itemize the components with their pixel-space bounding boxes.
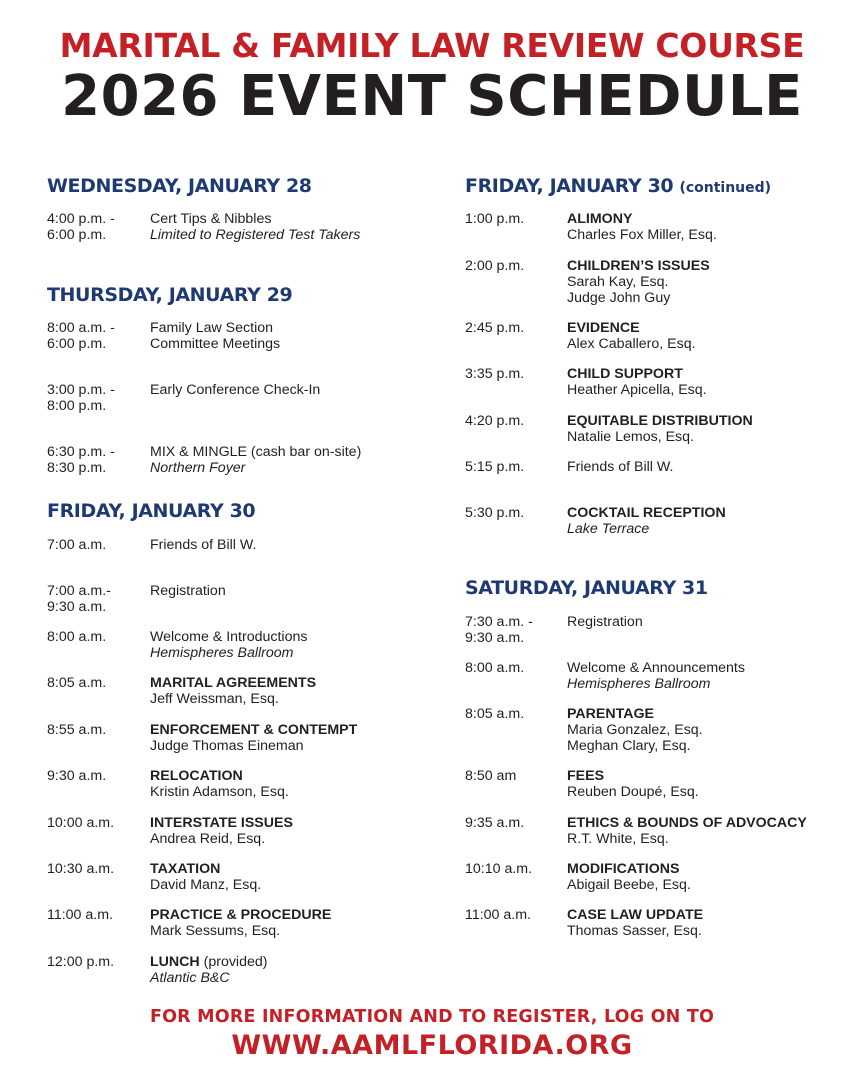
session-title: RELOCATION bbox=[150, 768, 243, 784]
event-time: 11:00 a.m. bbox=[465, 907, 531, 923]
session-title: TAXATION bbox=[150, 861, 221, 877]
day-heading-friday: FRIDAY, JANUARY 30 bbox=[47, 500, 256, 522]
event-time: 8:00 a.m. bbox=[47, 629, 107, 645]
event-time: 2:00 p.m. bbox=[465, 258, 525, 274]
session-title: LUNCH bbox=[150, 954, 200, 970]
session-speaker: Meghan Clary, Esq. bbox=[567, 738, 691, 754]
event-time: 9:35 a.m. bbox=[465, 815, 525, 831]
event-time: 5:30 p.m. bbox=[465, 505, 525, 521]
event-location: Hemispheres Ballroom bbox=[150, 645, 294, 661]
event-time: 8:55 a.m. bbox=[47, 722, 107, 738]
course-title: MARITAL & FAMILY LAW REVIEW COURSE bbox=[59, 26, 805, 65]
session-speaker: Abigail Beebe, Esq. bbox=[567, 877, 691, 893]
event-time: 10:30 a.m. bbox=[47, 861, 115, 877]
event-location: Northern Foyer bbox=[150, 460, 246, 476]
session-title: INTERSTATE ISSUES bbox=[150, 815, 293, 831]
session-title: EQUITABLE DISTRIBUTION bbox=[567, 413, 753, 429]
event-time: 7:00 a.m.- 9:30 a.m. bbox=[47, 583, 111, 615]
session-speaker: Judge Thomas Eineman bbox=[150, 738, 304, 754]
event-time: 6:30 p.m. - 8:30 p.m. bbox=[47, 444, 115, 476]
session-speaker: Andrea Reid, Esq. bbox=[150, 831, 266, 847]
event-time: 7:00 a.m. bbox=[47, 537, 107, 553]
session-speaker: Natalie Lemos, Esq. bbox=[567, 429, 694, 445]
event-title: MIX & MINGLE (cash bar on-site) bbox=[150, 444, 362, 460]
session-speaker: Mark Sessums, Esq. bbox=[150, 923, 281, 939]
event-time: 3:35 p.m. bbox=[465, 366, 525, 382]
event-time: 10:00 a.m. bbox=[47, 815, 115, 831]
day-heading-friday-continued bbox=[465, 175, 771, 197]
session-title: FEES bbox=[567, 768, 605, 784]
session-speaker: Kristin Adamson, Esq. bbox=[150, 784, 289, 800]
event-time: 5:15 p.m. bbox=[465, 459, 525, 475]
event-time: 9:30 a.m. bbox=[47, 768, 107, 784]
event-title: Welcome & Introductions bbox=[150, 629, 308, 645]
session-title: ETHICS & BOUNDS OF ADVOCACY bbox=[567, 815, 807, 831]
footer-info: FOR MORE INFORMATION AND TO REGISTER, LOG ON TO bbox=[149, 1007, 715, 1027]
day-heading-saturday: SATURDAY, JANUARY 31 bbox=[465, 577, 708, 599]
session-speaker: R.T. White, Esq. bbox=[567, 831, 669, 847]
day-heading-label: FRIDAY, JANUARY 30 bbox=[465, 175, 674, 197]
event-title: Registration bbox=[150, 583, 226, 599]
event-title: Family Law Section bbox=[150, 320, 274, 336]
event-title: Welcome & Announcements bbox=[567, 660, 745, 676]
session-speaker: Maria Gonzalez, Esq. bbox=[567, 722, 703, 738]
session-title: EVIDENCE bbox=[567, 320, 640, 336]
event-location: Atlantic B&C bbox=[150, 970, 230, 986]
continued-label: (continued) bbox=[679, 180, 772, 196]
day-heading-wednesday: WEDNESDAY, JANUARY 28 bbox=[47, 175, 312, 197]
session-title: CASE LAW UPDATE bbox=[567, 907, 704, 923]
event-time: 11:00 a.m. bbox=[47, 907, 113, 923]
event-title-cont: Committee Meetings bbox=[150, 336, 281, 352]
session-speaker: Sarah Kay, Esq. bbox=[567, 274, 669, 290]
event-time: 12:00 p.m. bbox=[47, 954, 115, 970]
event-time: 8:05 a.m. bbox=[465, 706, 525, 722]
event-time: 10:10 a.m. bbox=[465, 861, 533, 877]
session-title: CHILDREN’S ISSUES bbox=[567, 258, 710, 274]
event-title: Cert Tips & Nibbles bbox=[150, 211, 272, 227]
session-title: MARITAL AGREEMENTS bbox=[150, 675, 317, 691]
schedule-title: 2026 EVENT SCHEDULE bbox=[61, 64, 803, 129]
event-time: 2:45 p.m. bbox=[465, 320, 525, 336]
session-speaker: Reuben Doupé, Esq. bbox=[567, 784, 699, 800]
session-speaker: Judge John Guy bbox=[567, 290, 671, 306]
session-title: PARENTAGE bbox=[567, 706, 654, 722]
session-speaker: Jeff Weissman, Esq. bbox=[150, 691, 279, 707]
event-location: Lake Terrace bbox=[567, 521, 650, 537]
event-location: Hemispheres Ballroom bbox=[567, 676, 711, 692]
session-speaker: Thomas Sasser, Esq. bbox=[567, 923, 702, 939]
day-heading-thursday: THURSDAY, JANUARY 29 bbox=[47, 284, 293, 306]
event-title: Friends of Bill W. bbox=[150, 537, 257, 553]
session-title: ENFORCEMENT & CONTEMPT bbox=[150, 722, 358, 738]
session-title: COCKTAIL RECEPTION bbox=[567, 505, 726, 521]
event-time: 3:00 p.m. - 8:00 p.m. bbox=[47, 382, 115, 414]
event-time: 8:00 a.m. - 6:00 p.m. bbox=[47, 320, 115, 352]
event-title: Early Conference Check-In bbox=[150, 382, 321, 398]
event-time: 7:30 a.m. - 9:30 a.m. bbox=[465, 614, 533, 646]
session-title-suffix: (provided) bbox=[199, 954, 268, 970]
session-speaker: Alex Caballero, Esq. bbox=[567, 336, 696, 352]
session-title: ALIMONY bbox=[567, 211, 633, 227]
event-time: 8:00 a.m. bbox=[465, 660, 525, 676]
session-speaker: Heather Apicella, Esq. bbox=[567, 382, 707, 398]
session-speaker: David Manz, Esq. bbox=[150, 877, 262, 893]
website-link[interactable]: WWW.AAMLFLORIDA.ORG bbox=[231, 1030, 633, 1061]
session-title: CHILD SUPPORT bbox=[567, 366, 683, 382]
event-time: 1:00 p.m. bbox=[465, 211, 525, 227]
event-title: Registration bbox=[567, 614, 643, 630]
session-title: MODIFICATIONS bbox=[567, 861, 680, 877]
event-location: Limited to Registered Test Takers bbox=[150, 227, 361, 243]
event-title: Friends of Bill W. bbox=[567, 459, 674, 475]
event-time: 8:05 a.m. bbox=[47, 675, 107, 691]
session-speaker: Charles Fox Miller, Esq. bbox=[567, 227, 717, 243]
session-title: PRACTICE & PROCEDURE bbox=[150, 907, 332, 923]
event-time: 4:20 p.m. bbox=[465, 413, 525, 429]
event-time: 8:50 am bbox=[465, 768, 517, 784]
event-time: 4:00 p.m. - 6:00 p.m. bbox=[47, 211, 115, 243]
